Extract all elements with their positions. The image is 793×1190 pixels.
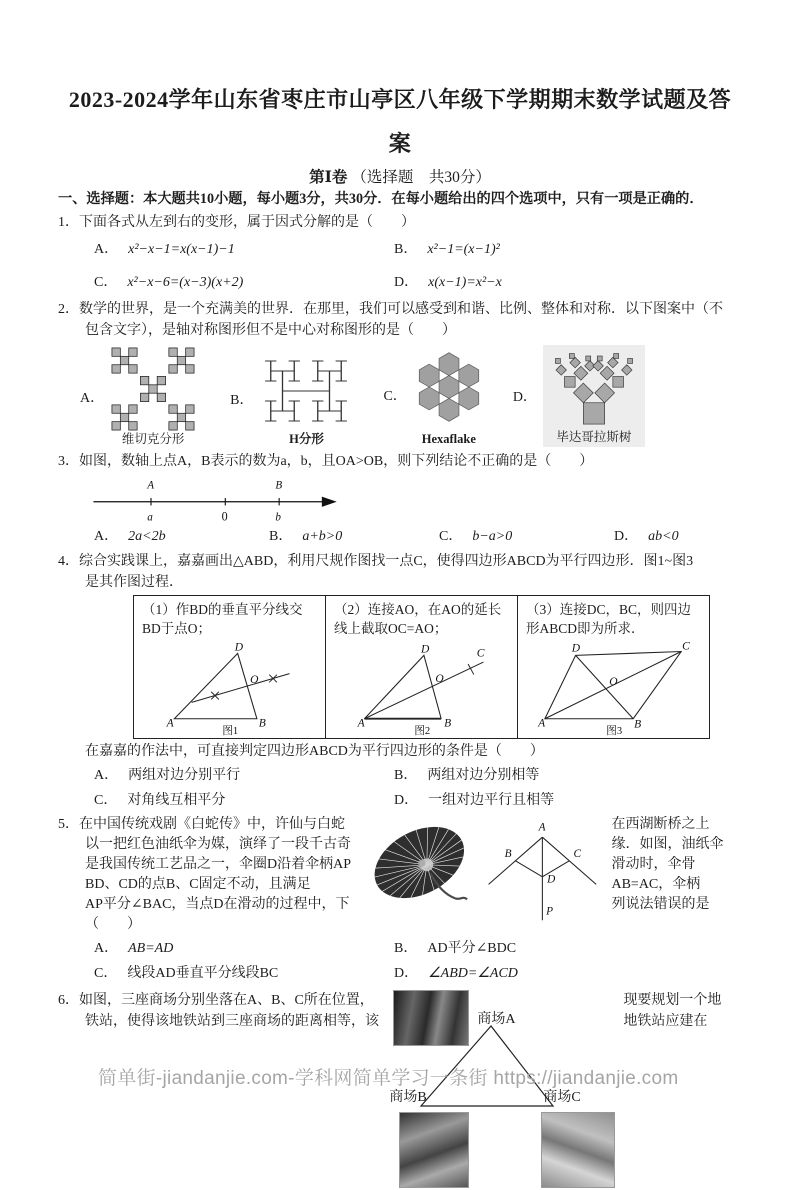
watermark-text: 简单街-jiandanjie.com-学科网简单学习一条街 https://jiandanjie.com [98,1068,679,1089]
h-fractal-image [259,351,353,431]
q6-left-text: 6．如图，三座商场分别坐落在A、B、C所在位置， 铁站，使得该地铁站到三座商场的距离相等，该 [58,993,379,1029]
mall-a-label: 商场A [477,1012,516,1027]
q4-figure-3-caption: 图3 [605,726,622,736]
hexaflake-image [413,343,485,431]
svg-text:C: C [476,647,484,660]
q4-option-d: D． 一组对边平行且相等 [394,793,555,808]
svg-text:B: B [633,718,641,731]
q4-stem-line2: 是其作图过程． [85,575,183,590]
svg-text:B: B [443,717,451,730]
q1-option-a: A． x²−x−1=x(x−1)−1 [94,242,235,257]
part-label: 第Ⅰ卷 [309,169,348,186]
numberline-label-b: b [275,511,281,524]
q5-label-A: A [538,821,546,834]
q5-label-D: D [546,873,555,886]
svg-text:O: O [608,676,618,689]
q4-figure-2-caption: 图2 [413,726,430,736]
q6-figure [389,990,611,1190]
q2-stem-line1: 2．数学的世界，是一个充满美的世界．在那里，我们可以感受到和谐、比例、整体和对称．以下图案中（不 [58,302,723,317]
q2-figure-d: D． 毕达哥拉斯树 [513,345,645,447]
mall-a-photo [393,990,469,1046]
page-title [58,78,742,166]
svg-text:A: A [537,717,545,730]
q4-options [58,765,742,811]
numberline-label-A: A [147,479,155,492]
q4-step2-cell [326,596,518,739]
section-header [58,168,742,188]
mall-c-photo [541,1112,615,1188]
q2-figure-row [58,343,742,447]
q4-figure-2 [352,640,492,736]
q3-option-a: A． 2a<2b [94,529,166,544]
q4-step2-text: （2）连接AO，在AO的延长线上截取OC=AO； [334,602,502,636]
q5-right-text: 在西湖断桥之上 缘．如图，油纸伞 滑动时，伞骨 AB=AC，伞柄 列说法错误的是 [611,817,724,912]
q5-block [58,815,742,935]
title-line-2: 案 [388,131,412,156]
q5-option-a: A． AB=AD [94,941,174,956]
svg-text:O: O [249,674,258,687]
umbrella-geometry-figure [481,815,604,933]
q4-step3-text: （3）连接DC，BC，则四边形ABCD即为所求． [526,602,692,636]
q2-caption-d: 毕达哥拉斯树 [556,430,632,444]
q4-step1-text: （1）作BD的垂直平分线交BD于点O； [142,602,303,636]
q6-right-text: 现要规划一个地 地铁站应建在 [623,993,722,1029]
q5-label-C: C [573,848,581,861]
q5-left-text: 5．在中国传统戏剧《白蛇传》中，许仙与白蛇 以一把红色油纸伞为媒，演绎了一段千古奇 是我国传统工艺品之一，伞圈D沿着伞柄AP BD、CD的点B、C固定不动，且满足 AP平分∠BAC，当点D在滑动的过程中，下 （ ） [58,817,352,932]
q5-label-P: P [545,905,553,918]
q4-construction-table [133,595,710,739]
q4-figure-1-caption: 图1 [221,726,238,736]
svg-text:B: B [258,717,266,730]
q5-option-b: B． AD平分∠BDC [394,941,517,956]
q5-option-d: D． ∠ABD=∠ACD [394,966,518,981]
q3-options [58,526,742,547]
q3-option-b: B． a+b>0 [269,529,343,544]
q3-stem: 3．如图，数轴上点A，B表示的数为a，b，且OA>OB，则下列结论不正确的是（ ） [58,454,594,469]
q1-option-d: D． x(x−1)=x²−x [394,275,502,290]
q5-label-B: B [504,848,512,861]
q4-option-a: A． 两组对边分别平行 [94,768,241,783]
q2-figure-a: A． 维切克分形 [80,347,196,447]
q3-option-d: D． ab<0 [614,529,679,544]
q1-option-c: C． x²−x−6=(x−3)(x+2) [94,275,244,290]
svg-text:A: A [166,717,174,730]
q4-step3-cell [518,596,710,739]
q2-caption-a: 维切克分形 [121,432,185,446]
q4-option-c: C． 对角线互相平分 [94,793,226,808]
q4-figure-3 [535,640,693,736]
pythagoras-tree-image [547,347,641,429]
numberline-label-0: 0 [221,509,228,524]
mall-b-label: 商场B [389,1090,427,1105]
q6-block [58,990,742,1190]
svg-text:A: A [357,717,365,730]
q1-stem: 1．下面各式从左到右的变形，属于因式分解的是（ ） [58,215,415,230]
title-line-1: 2023-2024学年山东省枣庄市山亭区八年级下学期期末数学试题及答 [68,87,732,112]
q5-options [58,938,742,984]
q4-step1-cell [134,596,326,739]
paper-umbrella-image [366,815,481,933]
numberline-label-B: B [275,479,283,492]
number-line-figure [76,472,356,524]
mall-c-label: 商场C [543,1090,581,1105]
q4-figure-1 [160,640,300,736]
q3-option-c: C． b−a>0 [439,529,513,544]
svg-text:O: O [434,673,444,686]
q4-followup: 在嘉嘉的作法中，可直接判定四边形ABCD为平行四边形的条件是（ ） [85,744,544,759]
page-content [58,78,742,1190]
mall-b-photo [399,1112,469,1188]
svg-text:D: D [420,643,429,656]
q4-stem-line1: 4．综合实践课上，嘉嘉画出△ABD，利用尺规作图找一点C，使得四边形ABCD为平行四边形．图1~图3 [58,554,694,569]
svg-text:C: C [681,640,690,653]
q2-caption-b: H分形 [289,432,324,446]
q2-stem-line2: 包含文字），是轴对称图形但不是中心对称图形的是（ ） [85,323,456,338]
q2-figure-c: C． Hexaflake [383,343,484,447]
q2-caption-c: Hexaflake [421,432,476,446]
section-intro: 一、选择题：本大题共10小题，每小题3分，共30分．在每小题给出的四个选项中，只有一项是正确的． [58,191,704,207]
vicsek-fractal-image [110,347,196,431]
svg-text:D: D [571,642,580,655]
q5-option-c: C． 线段AD垂直平分线段BC [94,966,279,981]
q1-options [58,239,742,293]
q2-figure-b: B． H分形 [230,351,353,447]
part-subtitle: （选择题 共30分） [351,169,491,186]
svg-text:D: D [234,641,243,654]
numberline-label-a: a [147,511,153,524]
q1-option-b: B． x²−1=(x−1)² [394,242,500,257]
q4-option-b: B． 两组对边分别相等 [394,768,540,783]
